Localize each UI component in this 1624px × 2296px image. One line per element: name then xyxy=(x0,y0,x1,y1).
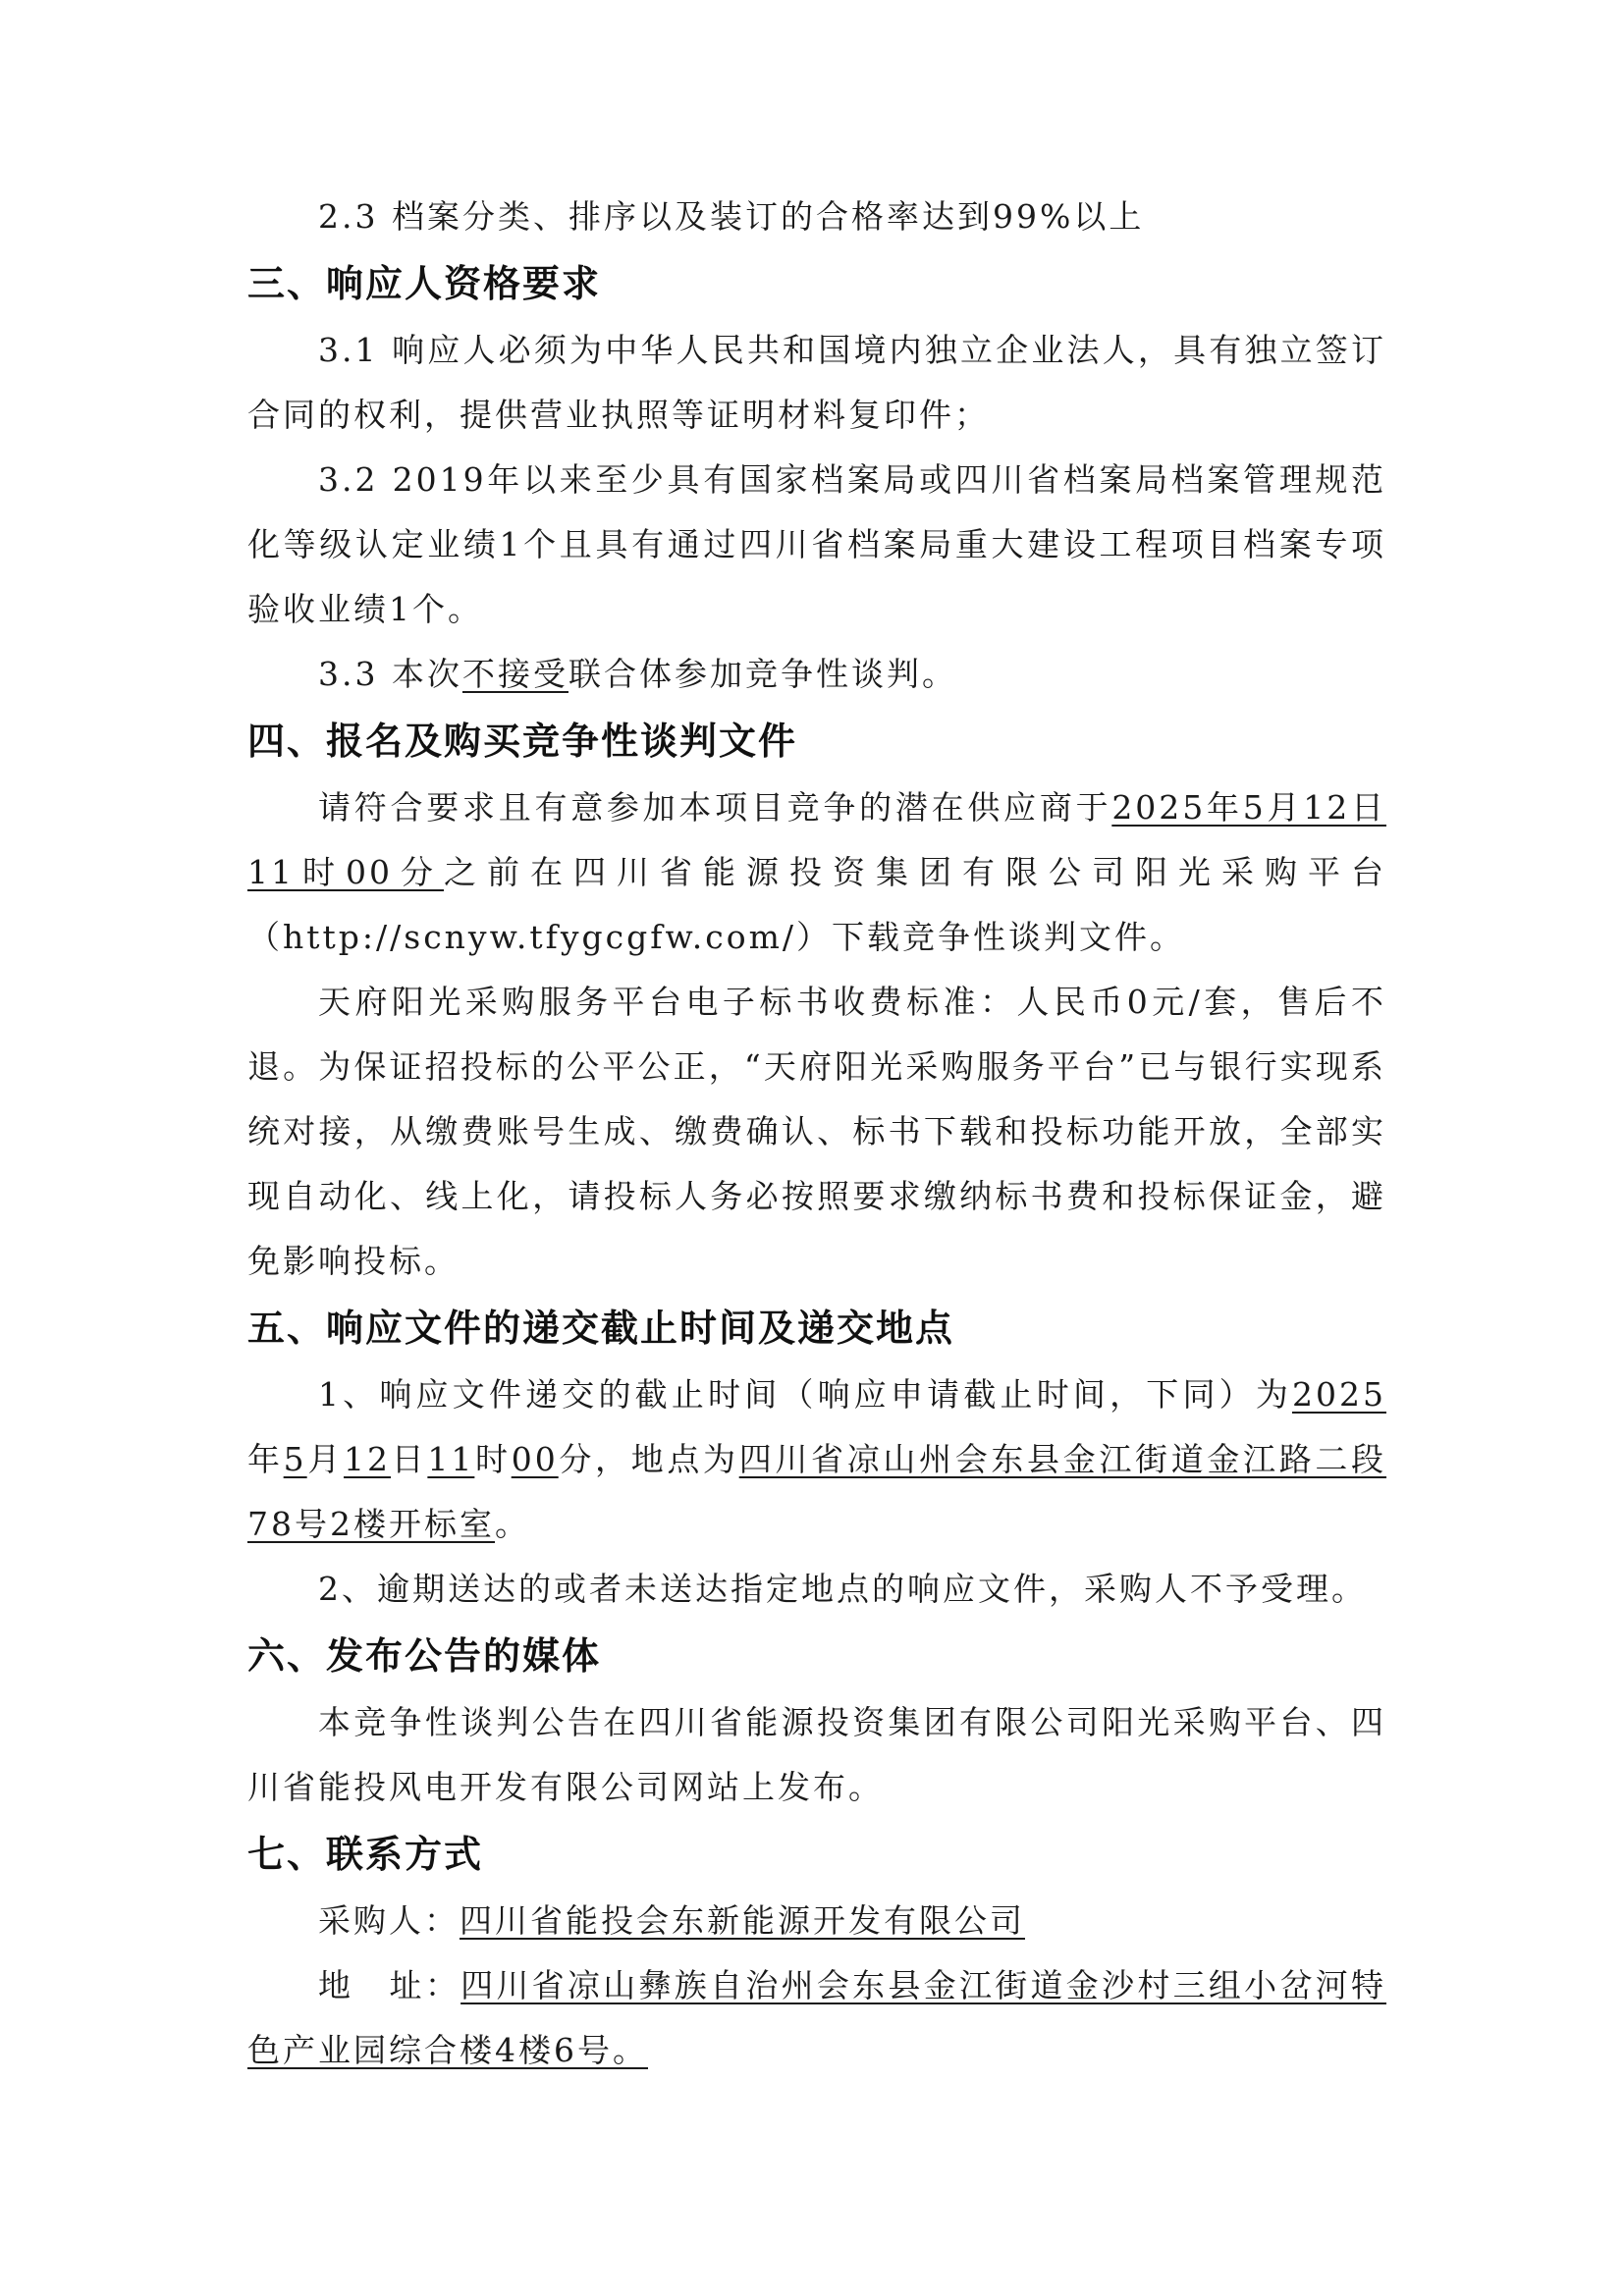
sec5-p1-d: 日 xyxy=(391,1440,428,1478)
address-label: 地 址： xyxy=(318,1966,461,2004)
sec5-p1-e: 时 xyxy=(474,1440,512,1478)
section-4-title: 四、报名及购买竞争性谈判文件 xyxy=(247,720,798,763)
sec5-paragraph-2: 2、逾期送达的或者未送达指定地点的响应文件，采购人不予受理。 xyxy=(318,1570,1367,1608)
section-6-title: 六、发布公告的媒体 xyxy=(247,1634,602,1678)
sec5-location: 四川省凉山州会东县金江街道金江路二段78号2楼开标室 xyxy=(247,1440,1387,1543)
buyer-line xyxy=(247,1889,1386,1953)
sec5-p1-g: 。 xyxy=(495,1505,530,1543)
sec4-paragraph-1 xyxy=(247,775,1386,970)
sec5-hour: 11 xyxy=(427,1440,475,1478)
item-3-3-prefix: 3.3 本次 xyxy=(318,655,462,693)
sec5-p1-b: 年 xyxy=(247,1440,284,1478)
document-page xyxy=(247,185,1386,2083)
item-3-3 xyxy=(247,642,1386,707)
sec4-p1-prefix: 请符合要求且有意参加本项目竞争的潜在供应商于 xyxy=(318,788,1112,827)
sec5-day: 12 xyxy=(344,1440,392,1478)
section-3-title: 三、响应人资格要求 xyxy=(247,262,602,305)
item-3-1: 3.1 响应人必须为中华人民共和国境内独立企业法人，具有独立签订合同的权利，提供营业执照等证明材料复印件； xyxy=(247,331,1386,434)
section-5-title: 五、响应文件的递交截止时间及递交地点 xyxy=(247,1307,955,1350)
sec5-year: 2025 xyxy=(1292,1375,1386,1414)
sec5-p1-a: 1、响应文件递交的截止时间（响应申请截止时间，下同）为 xyxy=(318,1375,1293,1414)
sec5-paragraph-1 xyxy=(247,1362,1386,1557)
sec4-p1-suffix: 之前在四川省能源投资集团有限公司阳光采购平台（http://scnyw.tfygcgfw.com/）下载竞争性谈判文件。 xyxy=(247,853,1387,956)
address-value: 四川省凉山彝族自治州会东县金江街道金沙村三组小岔河特色产业园综合楼4楼6号。 xyxy=(247,1966,1387,2069)
sec5-month: 5 xyxy=(283,1440,307,1478)
sec6-paragraph-1: 本竞争性谈判公告在四川省能源投资集团有限公司阳光采购平台、四川省能投风电开发有限公司网站上发布。 xyxy=(247,1703,1386,1806)
sec4-paragraph-2: 天府阳光采购服务平台电子标书收费标准：人民币0元/套，售后不退。为保证招投标的公平公正，“天府阳光采购服务平台”已与银行实现系统对接，从缴费账号生成、缴费确认、标书下载和投标功能开放，全部实现自动化、线上化，请投标人务必按照要求缴纳标书费和投标保证金，避免影响投标。 xyxy=(247,983,1386,1280)
sec5-minute: 00 xyxy=(511,1440,559,1478)
sec4-deadline: 2025年5月12日11时00分 xyxy=(247,788,1386,891)
item-3-3-suffix: 联合体参加竞争性谈判。 xyxy=(568,655,957,693)
sec5-p1-c: 月 xyxy=(306,1440,345,1478)
section-7-title: 七、联系方式 xyxy=(247,1833,484,1876)
buyer-label: 采购人： xyxy=(318,1901,460,1940)
address-line xyxy=(247,1953,1386,2083)
buyer-value: 四川省能投会东新能源开发有限公司 xyxy=(460,1901,1025,1940)
sec5-p1-f: 分，地点为 xyxy=(558,1440,739,1478)
item-3-2: 3.2 2019年以来至少具有国家档案局或四川省档案局档案管理规范化等级认定业绩1个且具有通过四川省档案局重大建设工程项目档案专项验收业绩1个。 xyxy=(247,460,1386,628)
item-2-3: 2.3 档案分类、排序以及装订的合格率达到99%以上 xyxy=(318,197,1145,236)
item-3-3-underlined: 不接受 xyxy=(461,655,568,693)
